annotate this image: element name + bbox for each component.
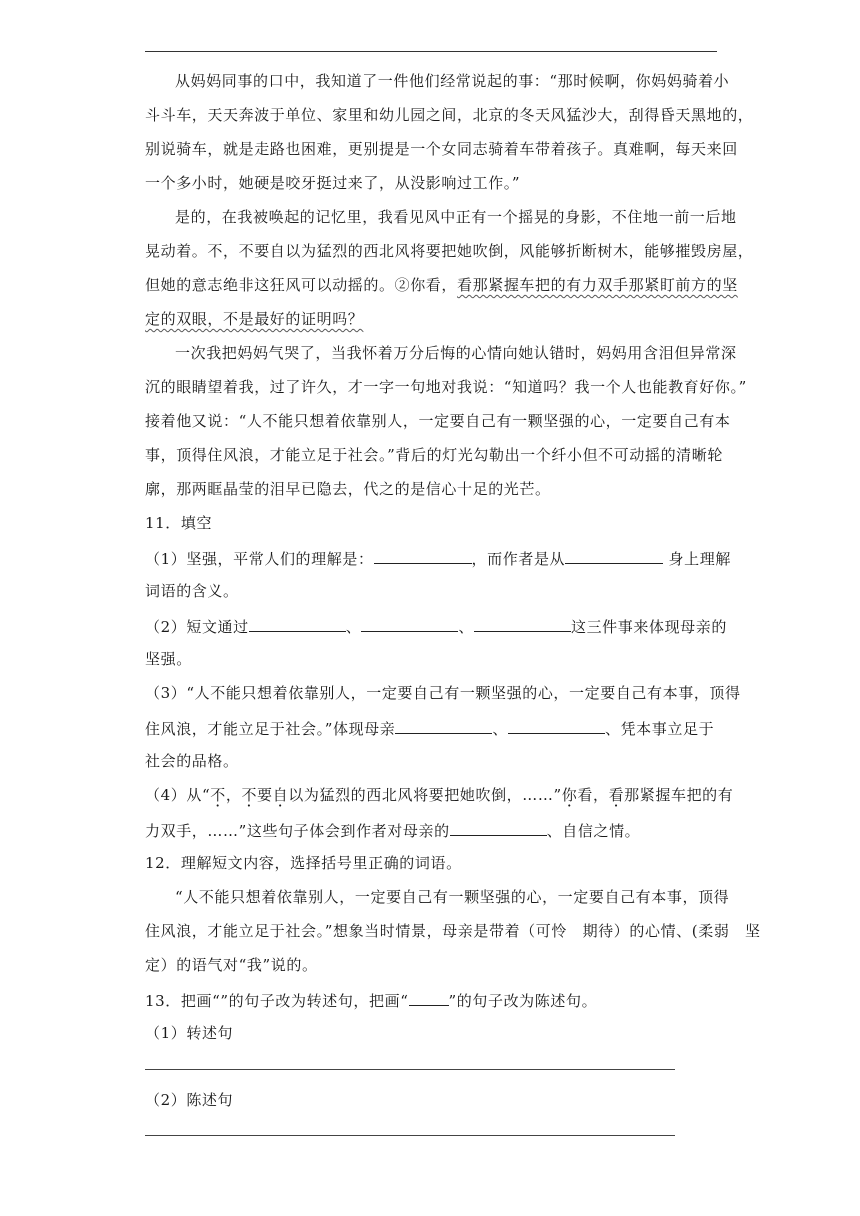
q11-item-3: （3）“人不能只想着依靠别人，一定要自己有一颗坚强的心，一定要自己有本事，顶得 — [145, 684, 741, 702]
wavy-underlined-sentence: 看那紧握车把的有力双手那紧盯前方的坚 — [457, 276, 738, 294]
q13-item-1: （1）转述句 — [145, 1024, 234, 1042]
q11-item-4: （4）从“不，不要自以为猛烈的西北风将要把她吹倒，……”你看，看那紧握车把的有 — [145, 786, 734, 804]
question-title: 13．把画“”的句子改为转述句，把画“ ”的句子改为陈述句。 — [145, 989, 597, 1011]
answer-blank[interactable] — [474, 615, 571, 632]
q11-item-4-cont: 力双手，……”这些句子体会到作者对母亲的 、自信之情。 — [145, 819, 640, 841]
q12-line: 定）的语气对“我”说的。 — [145, 956, 318, 974]
answer-line[interactable] — [145, 1135, 675, 1136]
passage-line: 事，顶得住风浪，才能立足于社会。”背后的灯光勾勒出一个纤小但不可动摇的清晰轮 — [145, 446, 723, 464]
question-title: 12．理解短文内容，选择括号里正确的词语。 — [145, 854, 462, 872]
passage-line: 是的，在我被唤起的记忆里，我看见风中正有一个摇晃的身影，不住地一前一后地 — [175, 208, 737, 226]
answer-blank[interactable] — [508, 717, 605, 734]
passage-line: 别说骑车，就是走路也困难，更别提是一个女同志骑着车带着孩子。真难啊，每天来回 — [145, 140, 738, 158]
answer-blank[interactable] — [361, 615, 458, 632]
answer-blank[interactable] — [374, 547, 472, 564]
question-title: 11．填空 — [145, 514, 213, 532]
passage-line: 晃动着。不，不要自以为猛烈的西北风将要把她吹倒，风能够折断树木，能够摧毁房屋， — [145, 242, 754, 260]
passage-line: 廓，那两眶晶莹的泪早已隐去，代之的是信心十足的光芒。 — [145, 480, 551, 498]
passage-line: 从妈妈同事的口中，我知道了一件他们经常说起的事：“那时候啊，你妈妈骑着小 — [175, 72, 730, 90]
answer-blank[interactable] — [395, 717, 492, 734]
passage-line: 一次我把妈妈气哭了，当我怀着万分后悔的心情向她认错时，妈妈用含泪但异常深 — [175, 344, 737, 362]
emphasis-dot-char: 不 — [241, 786, 258, 804]
q11-item-2-cont: 坚强。 — [145, 650, 192, 668]
passage-line — [145, 309, 363, 329]
underline-sample — [409, 989, 449, 1006]
passage-line: 斗斗车，天天奔波于单位、家里和幼儿园之间，北京的冬天风猛沙大，刮得昏天黑地的， — [145, 106, 754, 124]
emphasis-dot-char: 自 — [272, 786, 289, 804]
passage-line: 沉的眼睛望着我，过了许久，才一字一句地对我说：“知道吗？我一个人也能教育好你。” — [145, 378, 747, 396]
answer-line[interactable] — [145, 1069, 675, 1070]
q11-item-3-cont: 住风浪，才能立足于社会。”体现母亲 、 、凭本事立足于 — [145, 717, 714, 739]
q11-item-3-cont: 社会的品格。 — [145, 752, 239, 770]
wavy-underlined-sentence: 定的双眼，不是最好的证明吗？ — [145, 310, 364, 328]
q13-item-2: （2）陈述句 — [145, 1091, 234, 1109]
emphasis-dot-char: 不 — [210, 786, 226, 804]
q11-item-2: （2）短文通过 、 、 这三件事来体现母亲的 — [145, 615, 727, 637]
emphasis-dot-char: 看 — [608, 786, 625, 804]
answer-blank[interactable] — [249, 615, 346, 632]
passage-line: 但她的意志绝非这狂风可以动摇的。②你看，看那紧握车把的有力双手那紧盯前方的坚 — [145, 276, 738, 294]
answer-blank[interactable] — [565, 547, 663, 564]
q12-line: “人不能只想着依靠别人，一定要自己有一颗坚强的心，一定要自己有本事，顶得 — [175, 888, 730, 906]
top-rule — [145, 51, 717, 52]
answer-blank[interactable] — [450, 819, 547, 836]
passage-line: 一个多小时，她硬是咬牙挺过来了，从没影响过工作。” — [145, 174, 521, 192]
q12-line: 住风浪，才能立足于社会。”想象当时情景，母亲是带着（可怜 期待）的心情、(柔弱 坚 — [145, 922, 761, 940]
passage-line: 接着他又说：“人不能只想着依靠别人，一定要自己有一颗坚强的心，一定要自己有本 — [145, 412, 731, 430]
q11-item-1-cont: 词语的含义。 — [145, 582, 239, 600]
emphasis-dot-char: 你 — [561, 786, 578, 804]
q11-item-1: （1）坚强，平常人们的理解是： ，而作者是从 身上理解 — [145, 547, 731, 569]
